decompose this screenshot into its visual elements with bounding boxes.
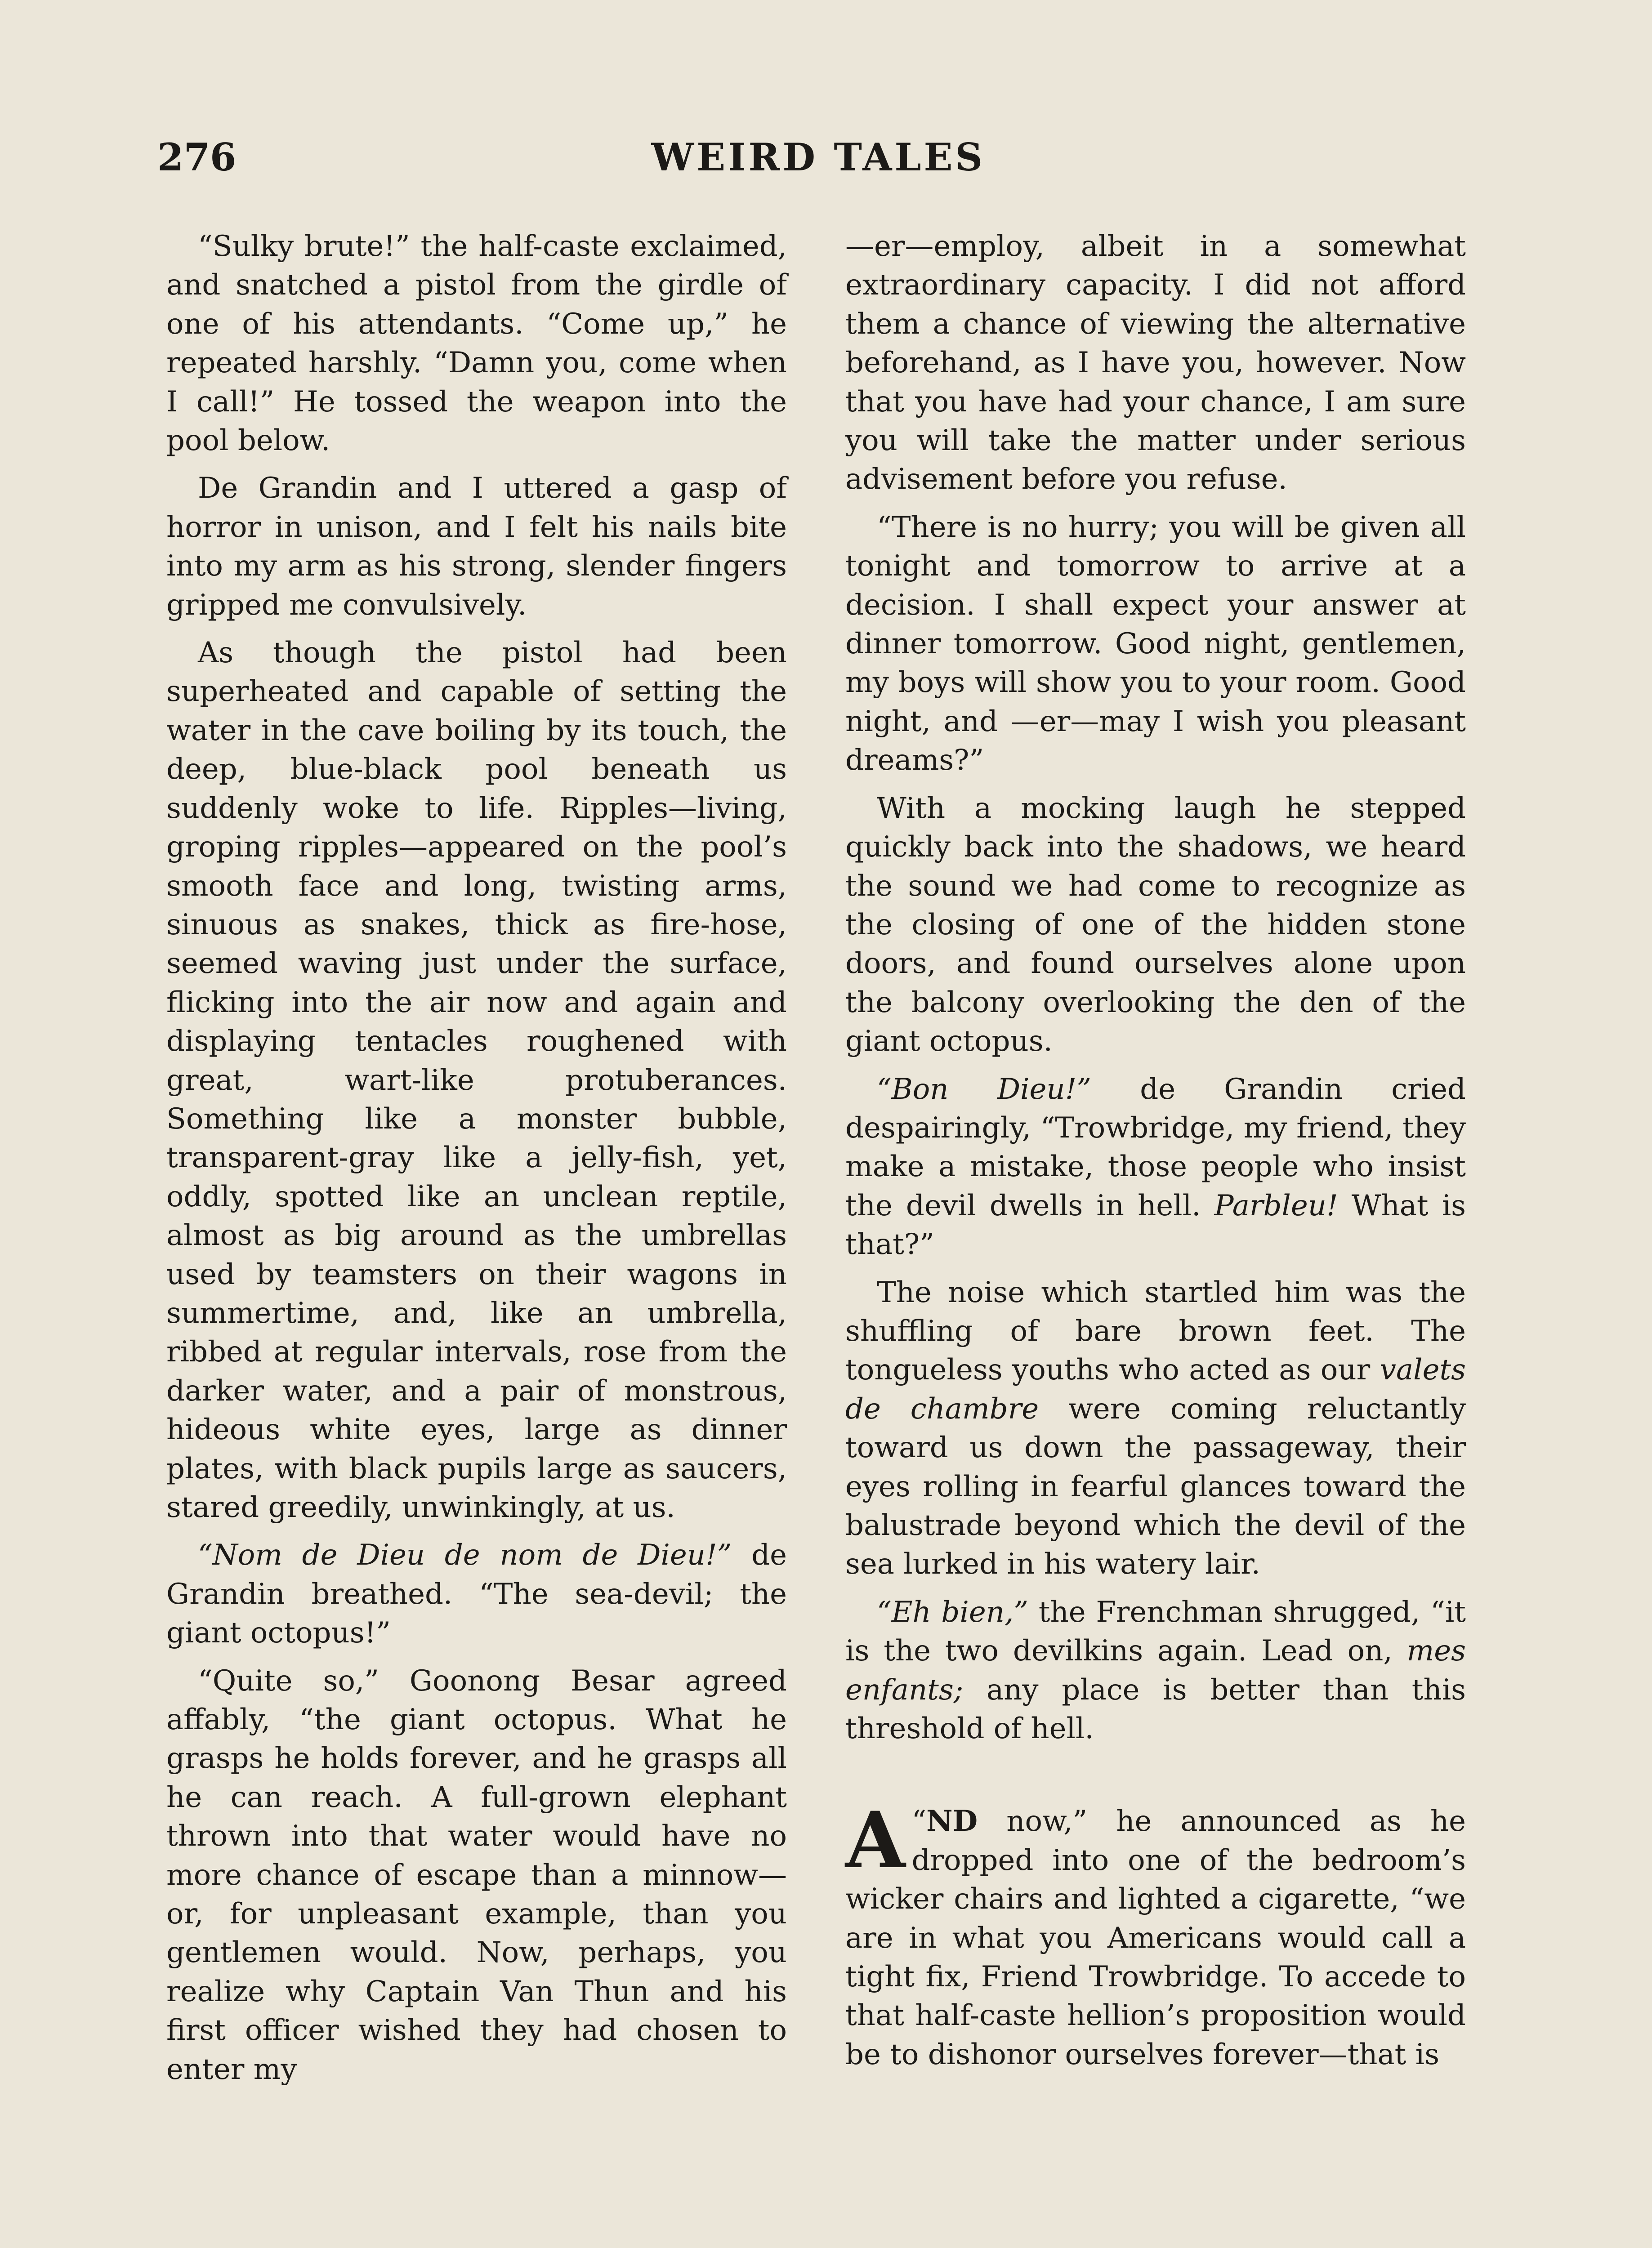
paragraph: As though the pistol had been superheated and capable of setting the water in the cave boiling by its touch, the deep, blue-black pool beneath us suddenly woke to life. Ripples—living, groping ripples—appeared on the pool’s smooth face and long, twisting arms, sinuous as snakes, thick as fire-hose, seemed waving just under the surface, flicking into the air now and again and displaying tentacles roughened with great, wart-like protuberances. Something like a monster bubble, transparent-gray like a jelly-fish, yet, oddly, spotted like an unclean reptile, almost as big around as the umbrellas used by teamsters on their wagons in summertime, and, like an umbrella, ribbed at regular intervals, rose from the darker water, and a pair of monstrous, hideous white eyes, large as dinner plates, with black pupils large as saucers, stared greedily, unwinkingly, at us. [166,636,787,1524]
page-header [157,135,1479,198]
paragraph: “There is no hurry; you will be given all tonight and tomorrow to arrive at a decision. I shall expect your answer at dinner tomorrow. Good night, gentlemen, my boys will show you to your room. Good night, and —er—may I wish you pleasant dreams?” [845,510,1466,777]
paragraph [845,1070,1466,1264]
italic-phrase: valets de chambre [845,1353,1466,1426]
paragraph [845,1593,1466,1748]
italic-phrase: “Eh bien,” [877,1595,1029,1629]
paragraph: “Quite so,” Goonong Besar agreed affably, “the giant octopus. What he grasps he holds forever, and he grasps all he can reach. A full-grown elephant thrown into that water would have no more chance of escape than a minnow—or, for unpleasant example, than you gentlemen would. Now, perhaps, you realize why Captain Van Thun and his first officer wished they had chosen to enter my [166,1664,787,2086]
italic-phrase: mes enfants; [845,1634,1466,1707]
paragraph: De Grandin and I uttered a gasp of horror in unison, and I felt his nails bite into my arm as his strong, slender fingers gripped me convulsively. [166,472,787,622]
left-column [166,227,787,2098]
section-opening-paragraph [845,1794,1466,2074]
paragraph: —er—employ, albeit in a somewhat extraordinary capacity. I did not afford them a chance of viewing the alternative beforehand, as I have you, however. Now that you have had your chance, I am sure you will take the matter under serious advisement before you refuse. [845,230,1466,496]
paragraph: With a mocking laugh he stepped quickly back into the shadows, we heard the sound we had come to recognize as the closing of one of the hidden stone doors, and found ourselves alone upon the balcony overlooking the den of the giant octopus. [845,791,1466,1058]
italic-phrase: “Bon Dieu!” [877,1072,1092,1106]
paragraph: “Sulky brute!” the half-caste exclaimed, and snatched a pistol from the girdle of one of his attendants. “Come up,” he repeated harshly. “Damn you, come when I call!” He tossed the weapon into the pool below. [166,230,787,458]
paragraph-text: de Grandin breathed. “The sea-devil; the giant octopus!” [166,1539,787,1650]
italic-phrase: “Nom de Dieu de nom de Dieu!” [198,1539,732,1572]
running-head: WEIRD TALES [651,135,986,179]
italic-phrase: Parbleu! [1214,1189,1338,1222]
paragraph [166,1536,787,1652]
paragraph-text: What is that?” [845,1189,1466,1262]
paragraph-text: any place is better than this threshold of hell. [845,1673,1466,1746]
drop-cap: A [845,1794,906,1886]
paragraph-text: now,” he announced as he dropped into one of the bedroom’s wicker chairs and lighted a cigarette, “we are in what you Americans would call a tight fix, Friend Trowbridge. To accede to that half-caste hellion’s proposition would be to dishonor ourselves forever—that is [845,1805,1466,2071]
right-column [845,227,1466,2083]
paragraph-text: de Grandin cried despairingly, “Trowbridge, my friend, they make a mistake, those people who insist the devil dwells in hell. [845,1072,1466,1222]
paragraph [845,1273,1466,1584]
opening-quote: “ [911,1805,927,1838]
paragraph-text: were coming reluctantly toward us down the passageway, their eyes rolling in fearful glances toward the balustrade beyond which the devil of the sea lurked in his watery lair. [845,1392,1466,1581]
paragraph-text: The noise which startled him was the shuffling of bare brown feet. The tongueless youths who acted as our [845,1276,1466,1387]
small-caps-word: ND [926,1804,978,1838]
page-number: 276 [157,135,237,179]
paragraph-text: the Frenchman shrugged, “it is the two devilkins again. Lead on, [845,1595,1466,1668]
